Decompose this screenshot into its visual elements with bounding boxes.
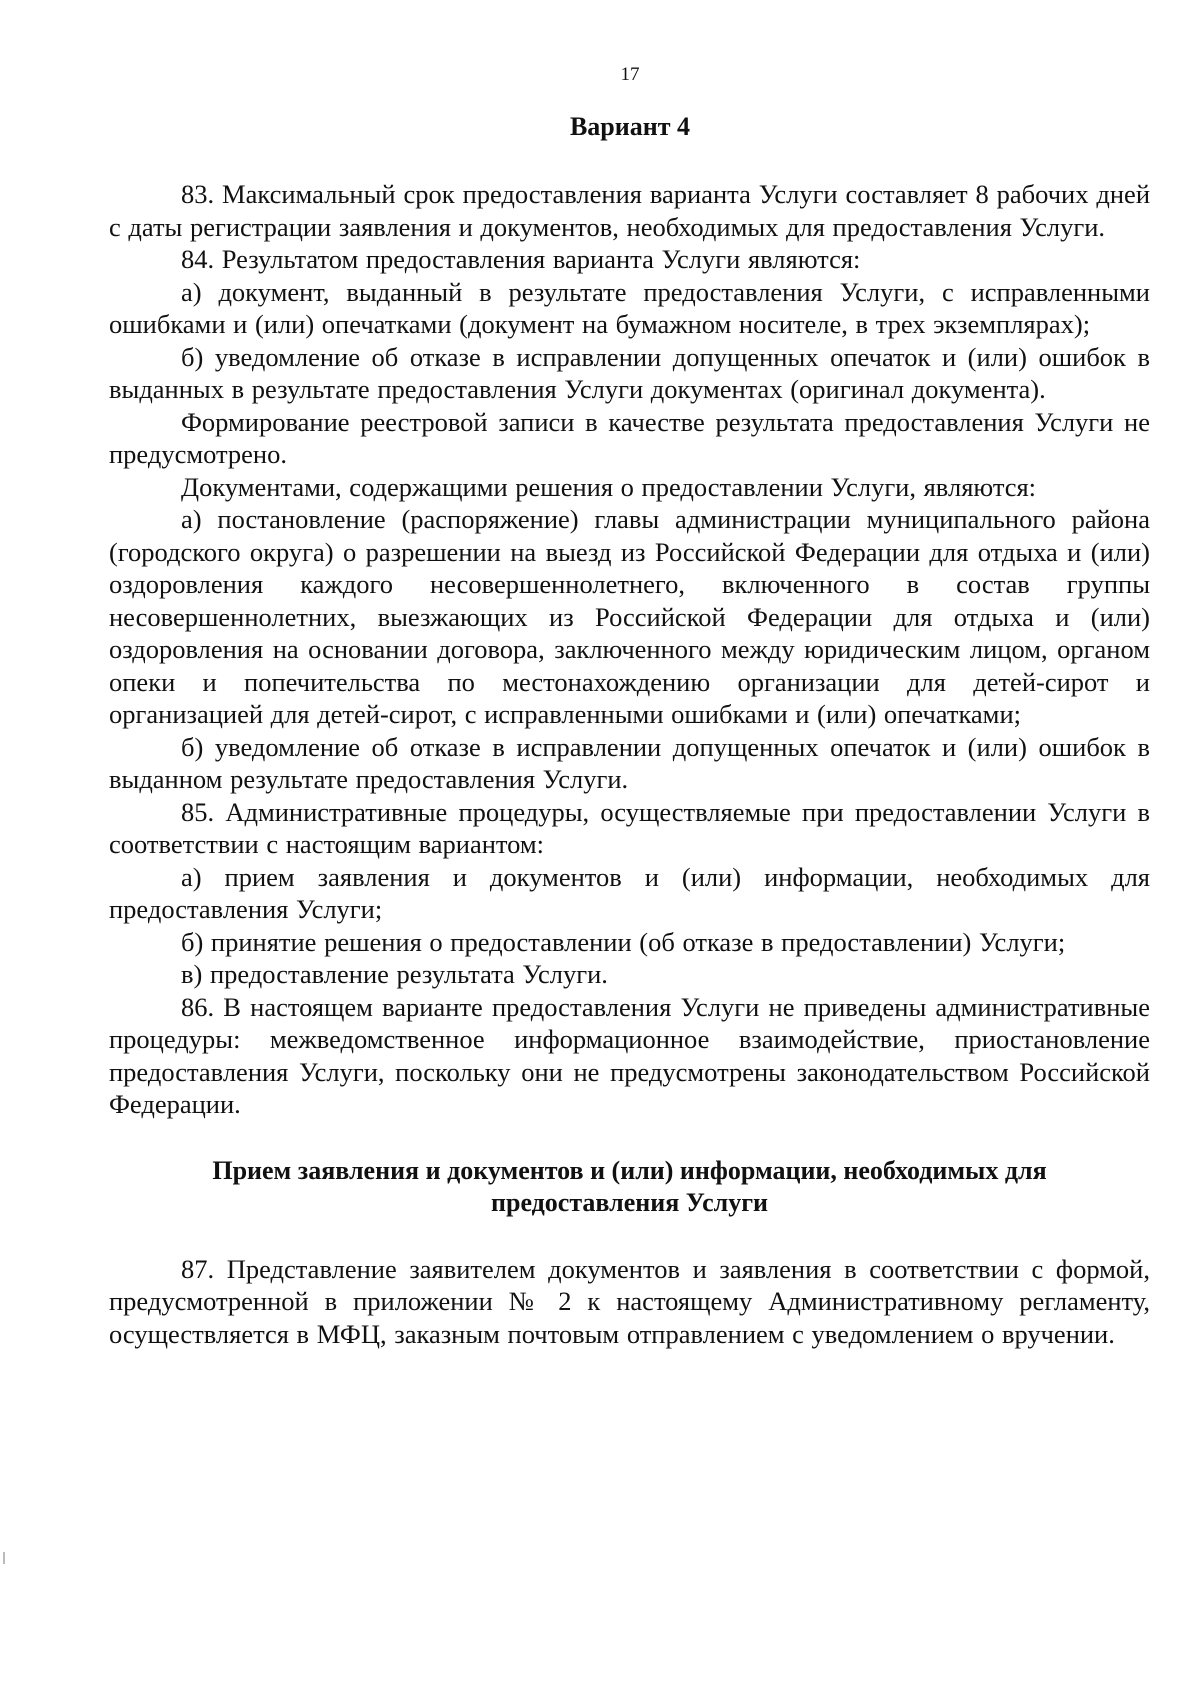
section-heading-line-1: Прием заявления и документов и (или) информации, необходимых для	[212, 1155, 1047, 1185]
paragraph-85-item-b: б) принятие решения о предоставлении (об отказе в предоставлении) Услуги;	[181, 926, 1066, 957]
variant-heading: Вариант 4	[569, 112, 691, 141]
paragraph-85-item-a: а) прием заявления и документов и (или) информации, необходимых для предоставления Услуги;	[109, 861, 1150, 924]
document-body	[109, 178, 1150, 1350]
page-number: 17	[620, 64, 640, 85]
paragraph-84-item-a: а) документ, выданный в результате предоставления Услуги, с исправленными ошибками и (или) опечатками (документ на бумажном носителе, в трех экземплярах);	[109, 276, 1150, 339]
paragraph-registry-note: Формирование реестровой записи в качестве результата предоставления Услуги не предусмотрено.	[109, 406, 1150, 469]
paragraph-decision-documents: Документами, содержащими решения о предоставлении Услуги, являются:	[181, 471, 1037, 502]
section-heading	[109, 1155, 1150, 1220]
paragraph-decision-item-b: б) уведомление об отказе в исправлении допущенных опечаток и (или) ошибок в выданном результате предоставления Услуги.	[109, 731, 1150, 794]
paragraph-83: 83. Максимальный срок предоставления варианта Услуги составляет 8 рабочих дней с даты регистрации заявления и документов, необходимых для предоставления Услуги.	[109, 179, 1150, 242]
paragraph-decision-item-a: а) постановление (распоряжение) главы администрации муниципального района (городского округа) о разрешении на выезд из Российской Федерации для отдыха и (или) оздоровления каждого несовершеннолетнего, включенного в состав группы несовершеннолетних, выезжающих из Российской Федерации для отдыха и (или) оздоровления на основании договора, заключенного между юридическим лицом, органом опеки и попечительства по местонахождению организации для детей-сирот и организацией для детей-сирот, с исправленными ошибками и (или) опечатками;	[109, 504, 1150, 729]
paragraph-84-item-b: б) уведомление об отказе в исправлении допущенных опечаток и (или) ошибок в выданных в результате предоставления Услуги документах (оригинал документа).	[109, 341, 1150, 404]
paragraph-86: 86. В настоящем варианте предоставления Услуги не приведены административные процедуры: межведомственное информационное взаимодействие, приостановление предоставления Услуги, поскольку они не предусмотрены законодательством Российской Федерации.	[109, 991, 1150, 1119]
paragraph-84: 84. Результатом предоставления варианта Услуги являются:	[181, 244, 861, 274]
scan-margin-mark	[3, 1552, 5, 1564]
paragraph-85-item-c: в) предоставление результата Услуги.	[181, 959, 608, 989]
paragraph-85: 85. Административные процедуры, осуществляемые при предоставлении Услуги в соответствии с настоящим вариантом:	[109, 796, 1150, 859]
paragraph-87: 87. Представление заявителем документов и заявления в соответствии с формой, предусмотренной в приложении № 2 к настоящему Административному регламенту, осуществляется в МФЦ, заказным почтовым отправлением с уведомлением о вручении.	[109, 1253, 1150, 1349]
section-heading-line-2: предоставления Услуги	[491, 1188, 768, 1217]
